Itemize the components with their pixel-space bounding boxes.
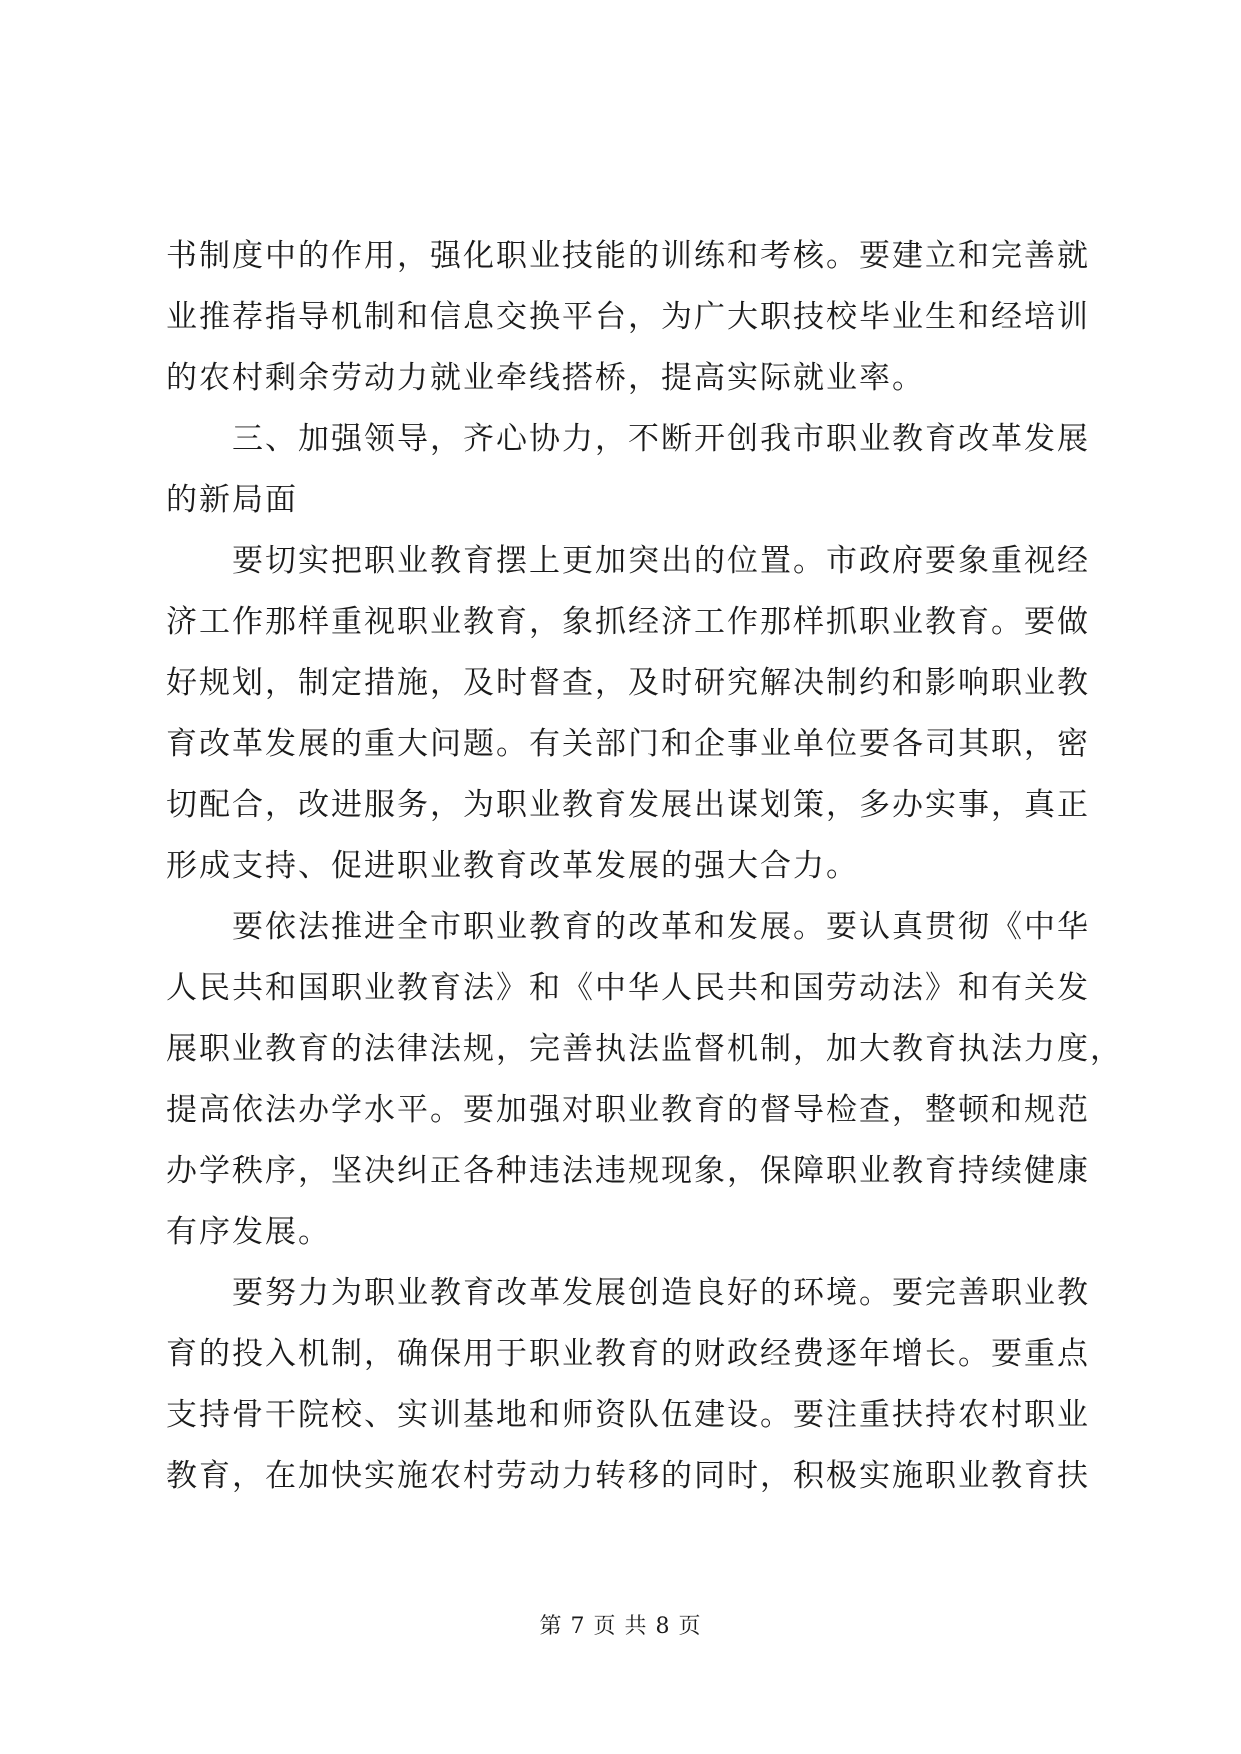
document-body [166,226,1123,1507]
text-line: 切配合，改进服务，为职业教育发展出谋划策，多办实事，真正 [166,787,1090,823]
text-line: 形成支持、促进职业教育改革发展的强大合力。 [166,848,859,884]
paragraph-first-line: 要切实把职业教育摆上更加突出的位置。市政府要象重视经 [232,543,1090,579]
text-line: 好规划，制定措施，及时督查，及时研究解决制约和影响职业教 [166,665,1090,701]
paragraph-first-line: 要努力为职业教育改革发展创造良好的环境。要完善职业教 [232,1275,1090,1311]
text-line: 展职业教育的法律法规，完善执法监督机制，加大教育执法力度， [166,1031,1123,1067]
text-line: 有序发展。 [166,1214,331,1250]
text-line: 的新局面 [166,482,298,518]
page-number-footer: 第 7 页 共 8 页 [539,1614,702,1639]
paragraph-first-line: 三、加强领导，齐心协力，不断开创我市职业教育改革发展 [232,421,1090,457]
text-line: 的农村剩余劳动力就业牵线搭桥，提高实际就业率。 [166,360,925,396]
text-line: 济工作那样重视职业教育，象抓经济工作那样抓职业教育。要做 [166,604,1090,640]
text-line: 支持骨干院校、实训基地和师资队伍建设。要注重扶持农村职业 [166,1397,1090,1433]
text-line: 人民共和国职业教育法》和《中华人民共和国劳动法》和有关发 [166,970,1090,1006]
text-line: 办学秩序，坚决纠正各种违法违规现象，保障职业教育持续健康 [166,1153,1090,1189]
text-line: 育的投入机制，确保用于职业教育的财政经费逐年增长。要重点 [166,1336,1090,1372]
text-line: 书制度中的作用，强化职业技能的训练和考核。要建立和完善就 [166,238,1090,274]
text-line: 育改革发展的重大问题。有关部门和企事业单位要各司其职，密 [166,726,1090,762]
text-line: 业推荐指导机制和信息交换平台，为广大职技校毕业生和经培训 [166,299,1090,335]
text-line: 教育，在加快实施农村劳动力转移的同时，积极实施职业教育扶 [166,1458,1090,1494]
paragraph-first-line: 要依法推进全市职业教育的改革和发展。要认真贯彻《中华 [232,909,1090,945]
text-line: 提高依法办学水平。要加强对职业教育的督导检查，整顿和规范 [166,1092,1090,1128]
